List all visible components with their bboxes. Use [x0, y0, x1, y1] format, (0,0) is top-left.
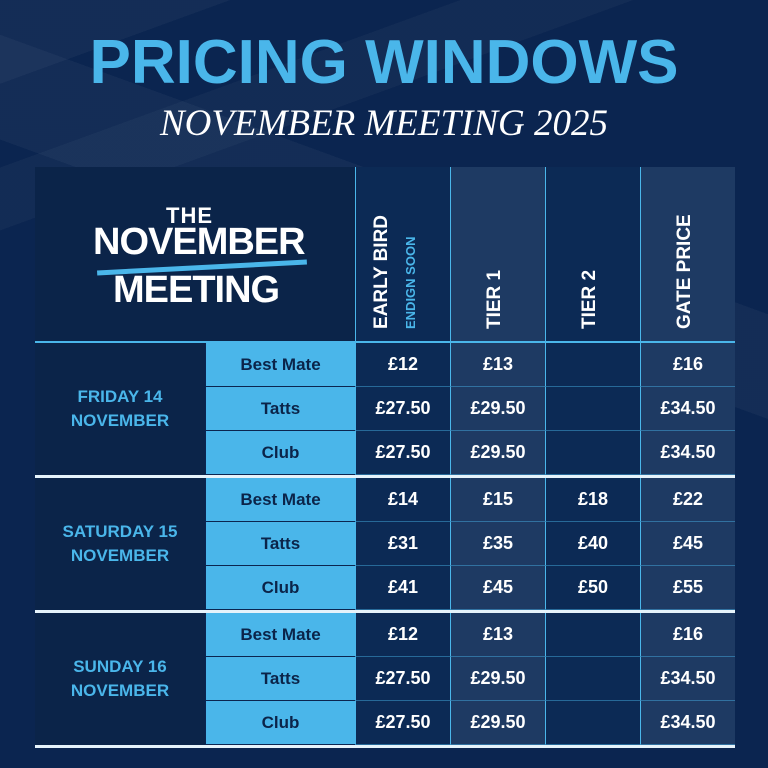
price-cell: £29.50	[450, 431, 545, 475]
category-label: Tatts	[205, 387, 355, 431]
logo-november: NOVEMBER	[93, 221, 305, 263]
category-label: Tatts	[205, 522, 355, 566]
column-header-3	[545, 167, 640, 341]
column-header-label: TIER 1	[483, 269, 505, 329]
category-label: Tatts	[205, 657, 355, 701]
price-cell: £27.50	[355, 387, 450, 431]
logo-the: THE	[166, 203, 213, 228]
price-cell: £27.50	[355, 657, 450, 701]
price-cell: £18	[545, 478, 640, 522]
november-meeting-logo	[93, 203, 323, 313]
column-header-label: TIER 2	[578, 269, 600, 329]
pricing-table	[35, 167, 735, 742]
category-label: Best Mate	[205, 343, 355, 387]
logo-cell	[35, 167, 355, 341]
price-cell: £45	[450, 566, 545, 610]
logo-meeting: MEETING	[113, 269, 280, 311]
category-label: Club	[205, 566, 355, 610]
column-header-label: EARLY BIRD	[371, 214, 393, 329]
day-label: SUNDAY 16 NOVEMBER	[35, 613, 205, 745]
price-cell	[545, 431, 640, 475]
price-cell: £41	[355, 566, 450, 610]
price-cell: £27.50	[355, 701, 450, 745]
price-cell	[545, 657, 640, 701]
price-cell: £22	[640, 478, 735, 522]
price-cell: £12	[355, 343, 450, 387]
day-label: SATURDAY 15 NOVEMBER	[35, 478, 205, 610]
price-cell	[545, 343, 640, 387]
price-cell: £29.50	[450, 387, 545, 431]
price-cell: £31	[355, 522, 450, 566]
price-cell	[545, 701, 640, 745]
price-cell: £34.50	[640, 387, 735, 431]
category-label: Best Mate	[205, 613, 355, 657]
price-cell: £16	[640, 343, 735, 387]
price-cell	[545, 387, 640, 431]
price-cell: £12	[355, 613, 450, 657]
column-header-sublabel: ENDIGN SOON	[403, 236, 419, 329]
column-header-1	[355, 167, 450, 341]
price-cell: £45	[640, 522, 735, 566]
price-cell: £15	[450, 478, 545, 522]
price-cell: £13	[450, 343, 545, 387]
price-cell: £29.50	[450, 701, 545, 745]
category-label: Best Mate	[205, 478, 355, 522]
column-header-4	[640, 167, 735, 341]
price-cell: £27.50	[355, 431, 450, 475]
price-cell: £14	[355, 478, 450, 522]
price-cell: £50	[545, 566, 640, 610]
price-cell: £34.50	[640, 431, 735, 475]
price-cell: £55	[640, 566, 735, 610]
price-cell: £29.50	[450, 657, 545, 701]
price-cell: £16	[640, 613, 735, 657]
price-cell	[545, 613, 640, 657]
price-cell: £13	[450, 613, 545, 657]
price-cell: £40	[545, 522, 640, 566]
day-label: FRIDAY 14 NOVEMBER	[35, 343, 205, 475]
category-label: Club	[205, 431, 355, 475]
table-bottom-divider	[35, 745, 735, 748]
page-subtitle: NOVEMBER MEETING 2025	[159, 103, 609, 144]
column-header-label: GATE PRICE	[673, 214, 695, 329]
price-cell: £35	[450, 522, 545, 566]
column-header-2	[450, 167, 545, 341]
category-label: Club	[205, 701, 355, 745]
price-cell: £34.50	[640, 701, 735, 745]
price-cell: £34.50	[640, 657, 735, 701]
page-title: PRICING WINDOWS	[89, 28, 679, 97]
